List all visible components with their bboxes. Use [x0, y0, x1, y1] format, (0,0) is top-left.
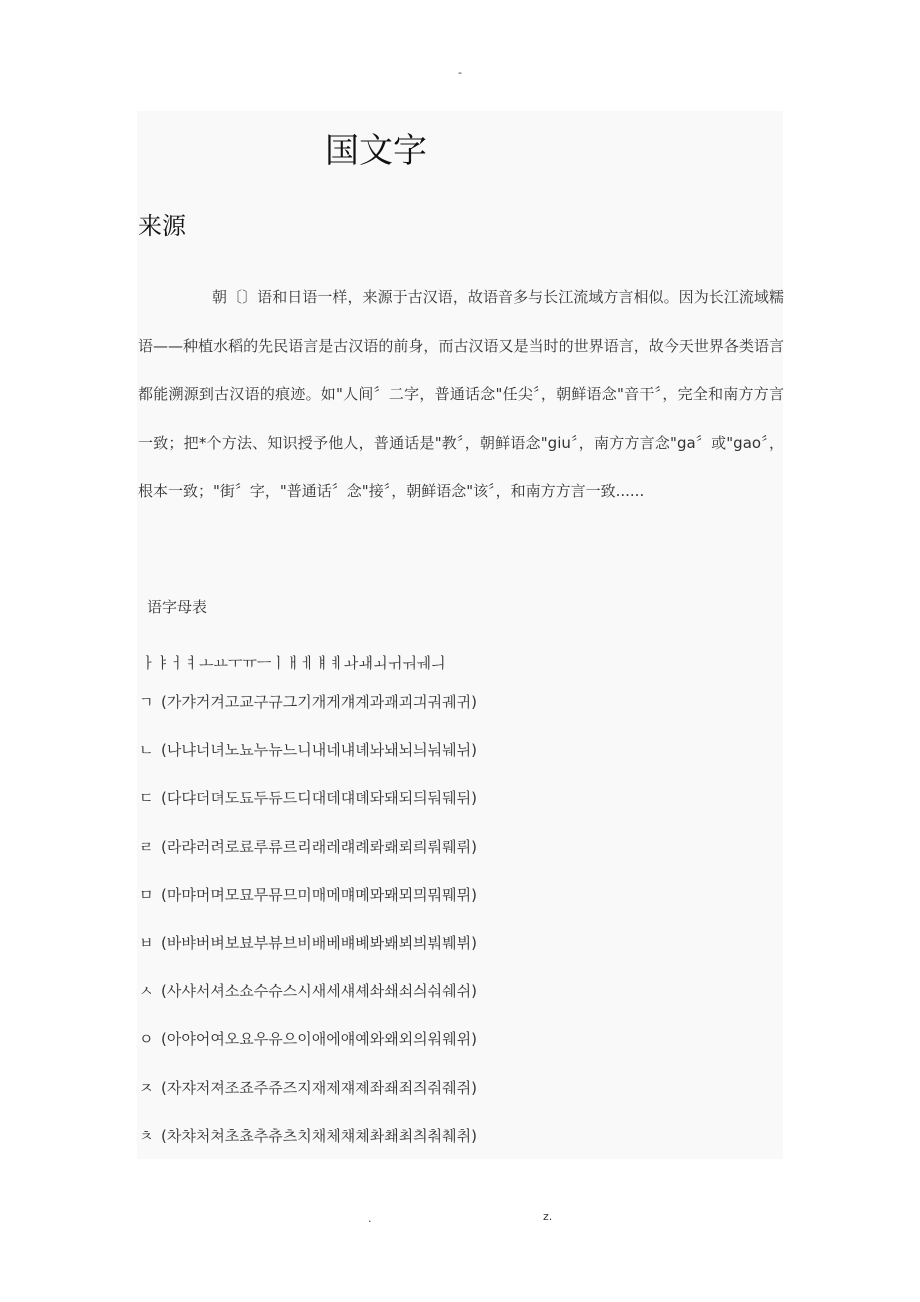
- consonant-letter: ㄹ: [139, 837, 154, 856]
- consonant-letter: ㅂ: [139, 933, 154, 952]
- consonant-row: [139, 884, 477, 932]
- section-heading: 来源: [138, 212, 186, 240]
- alphabet-table-heading: 语字母表: [147, 598, 208, 616]
- consonant-letter: ㅊ: [139, 1126, 154, 1145]
- consonant-syllables: (라랴러려로료루류르리래레럐례롸뢔뢰릐뤄뤠뤼): [161, 837, 477, 856]
- consonant-row: [139, 787, 477, 835]
- origin-paragraph: 朝〔〕语和日语一样，来源于古汉语，故语音多与长江流域方言相似。因为长江流域糯语——种植水稻的先民语言是古汉语的前身，而古汉语又是当时的世界语言，故今天世界各类语言都能溯源到古汉语的痕迹。如"人间〞二字，普通话念"任尖〞，朝鲜语念"音干〞，完全和南方方言一致；把*个方法、知识授予他人，普通话是"教〞，朝鲜语念"giu〞，南方方言念"ga〞或"gao〞，根本一致；"街〞字，"普通话〞念"接〞，朝鲜语念"该〞，和南方方言一致......: [138, 288, 784, 500]
- consonant-row: [139, 739, 477, 787]
- consonant-syllables: (자쟈저져조죠주쥬즈지재제쟤졔좌좨죄즤줘줴쥐): [161, 1078, 477, 1097]
- consonant-syllables: (나냐너녀노뇨누뉴느니내네냬녜놔놰뇌늬눠눼뉘): [161, 741, 477, 760]
- consonant-letter: ㅇ: [139, 1030, 154, 1049]
- page-footer-right-mark: z.: [543, 1210, 553, 1223]
- consonant-syllables: (다댜더뎌도됴두듀드디대데댸뎨돠돼되듸둬뒈뒤): [161, 789, 477, 808]
- page-footer-left-mark: .: [368, 1212, 372, 1225]
- consonant-letter: ㅈ: [139, 1078, 154, 1097]
- consonant-syllables: (차챠처쳐초쵸추츄츠치채체챼쳬촤쵀최츼춰췌취): [161, 1126, 477, 1145]
- document-title: 国文字: [325, 131, 427, 171]
- vowel-row: ㅏㅑㅓㅕㅗㅛㅜㅠㅡㅣㅐㅔㅒㅖㅘㅙㅚㅟㅝㅞㅢ: [141, 654, 446, 672]
- consonant-table: [139, 691, 477, 1173]
- consonant-row: [139, 1125, 477, 1173]
- document-body: [137, 111, 783, 1159]
- page-header-mark: -: [458, 66, 462, 79]
- consonant-letter: ㅁ: [139, 885, 154, 904]
- consonant-syllables: (사샤서셔소쇼수슈스시새세섀셰솨쇄쇠싀숴쉐쉬): [161, 982, 477, 1001]
- consonant-syllables: (바뱌버벼보뵤부뷰브비배베뱨볘봐봬뵈븨붜붸뷔): [161, 933, 477, 952]
- consonant-syllables: (아야어여오요우유으이애에얘예와왜외의워웨위): [161, 1030, 477, 1049]
- consonant-syllables: (마먀머며모묘무뮤므미매메먜몌뫄뫠뫼믜뭐뭬뮈): [161, 885, 477, 904]
- consonant-letter: ㅅ: [139, 982, 154, 1001]
- consonant-row: [139, 691, 477, 739]
- consonant-letter: ㄷ: [139, 789, 154, 808]
- consonant-syllables: (가갸거겨고교구규그기개게걔계과괘괴긔궈궤귀): [161, 693, 477, 711]
- consonant-letter: ㄱ: [139, 693, 154, 711]
- consonant-row: [139, 1028, 477, 1076]
- consonant-row: [139, 836, 477, 884]
- consonant-row: [139, 1077, 477, 1125]
- consonant-row: [139, 980, 477, 1028]
- consonant-row: [139, 932, 477, 980]
- consonant-letter: ㄴ: [139, 741, 154, 760]
